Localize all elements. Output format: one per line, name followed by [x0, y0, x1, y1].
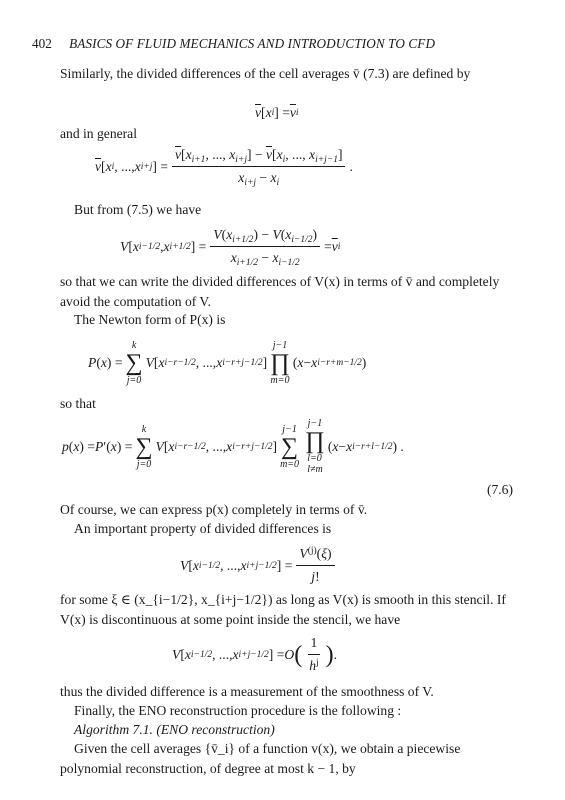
paragraph-from-7-5: But from (7.5) we have: [74, 202, 202, 217]
paragraph-of-course: Of course, we can express p(x) completely in terms of v̄.: [60, 502, 368, 517]
product-symbol: j−1 ∏ l=0 l≠m: [305, 418, 325, 475]
paragraph-newton-form: The Newton form of P(x) is: [74, 312, 226, 327]
equation-discontinuous-order: V [ x i−1/2 , ..., x i+j−1/2 ] = O ( $\frac{1}{h^j}$ ) .: [172, 635, 338, 673]
equation-base-divided-difference: $\overline{v}$ [ x i ] = $\overline{v}$ i: [255, 105, 299, 120]
paragraph-divided-differences-intro: Similarly, the divided differences of the cell averages v̄ (7.3) are defined by: [60, 66, 471, 81]
paragraph-important-property: An important property of divided differences is: [74, 521, 332, 536]
paragraph-finally-eno: Finally, the ENO reconstruction procedure is the following :: [74, 703, 402, 718]
equation-newton-form-P: P ( x ) = k ∑ j=0 V [ x i−r−1/2 , ..., x i−r+j−1/2 ] j−1 ∏ m=0 ( x − x i−r+m−1/2 ): [88, 340, 367, 386]
page-number: 402: [32, 36, 52, 51]
page-header: [32, 36, 532, 52]
paragraph-in-general: and in general: [60, 126, 137, 141]
summation-symbol: k ∑ j=0: [135, 423, 153, 470]
paragraph-for-some-xi: for some ξ ∈ (x_{i−1/2}, x_{i+j−1/2}) as long as V(x) is smooth in this stencil. If V(x) is discontinuous at some point inside the stencil, we have: [60, 592, 506, 627]
summation-symbol: j−1 ∑ m=0: [280, 423, 300, 470]
equation-general-divided-difference: $\overline{v}$ [ x i , ..., x i+j ] = $\frac{\overline{v}[x_{i+1}, ..., x_{i+j}] - \overline{v}[x_i, ..., x_{i+j-1}]}{x_{i+j} - x_i}$ .: [95, 147, 353, 188]
equation-divided-difference-property: V [ x i−1/2 , ..., x i+j−1/2 ] = $\frac{V^{(j)}(\xi)}{j!}$: [180, 545, 339, 586]
equation-number: (7.6): [486, 482, 513, 497]
algorithm-heading: Algorithm 7.1. (ENO reconstruction): [74, 722, 275, 737]
paragraph-given-cell-averages: Given the cell averages {v̄_i} of a function v(x), we obtain a piecewise polynomial reconstruction, of degree at most k − 1, by: [60, 741, 461, 776]
running-title: BASICS OF FLUID MECHANICS AND INTRODUCTION TO CFD: [69, 36, 436, 51]
equation-derivative-p: p ( x ) = P ′( x ) = k ∑ j=0 V [ x i−r−1/2 , ..., x i−r+j−1/2 ] j−1 ∑ m=0 j−1 ∏ l=0 l≠m ( x − x i−r+l−1/2 ) .: [62, 418, 404, 475]
summation-symbol: k ∑ j=0: [125, 340, 143, 386]
paragraph-so-that: so that: [60, 396, 96, 411]
product-symbol: j−1 ∏ m=0: [270, 340, 290, 386]
equation-cell-average-relation: V [ x i−1/2 , x i+1/2 ] = $\frac{V(x_{i+1/2}) - V(x_{i-1/2})}{x_{i+1/2} - x_{i-1/2}}$ = $\overline{v}$ i: [120, 227, 341, 268]
paragraph-so-that-we-can-write: so that we can write the divided differences of V(x) in terms of v̄ and completely avoid the computation of V.: [60, 274, 500, 309]
paragraph-thus-smoothness: thus the divided difference is a measurement of the smoothness of V.: [60, 684, 434, 699]
